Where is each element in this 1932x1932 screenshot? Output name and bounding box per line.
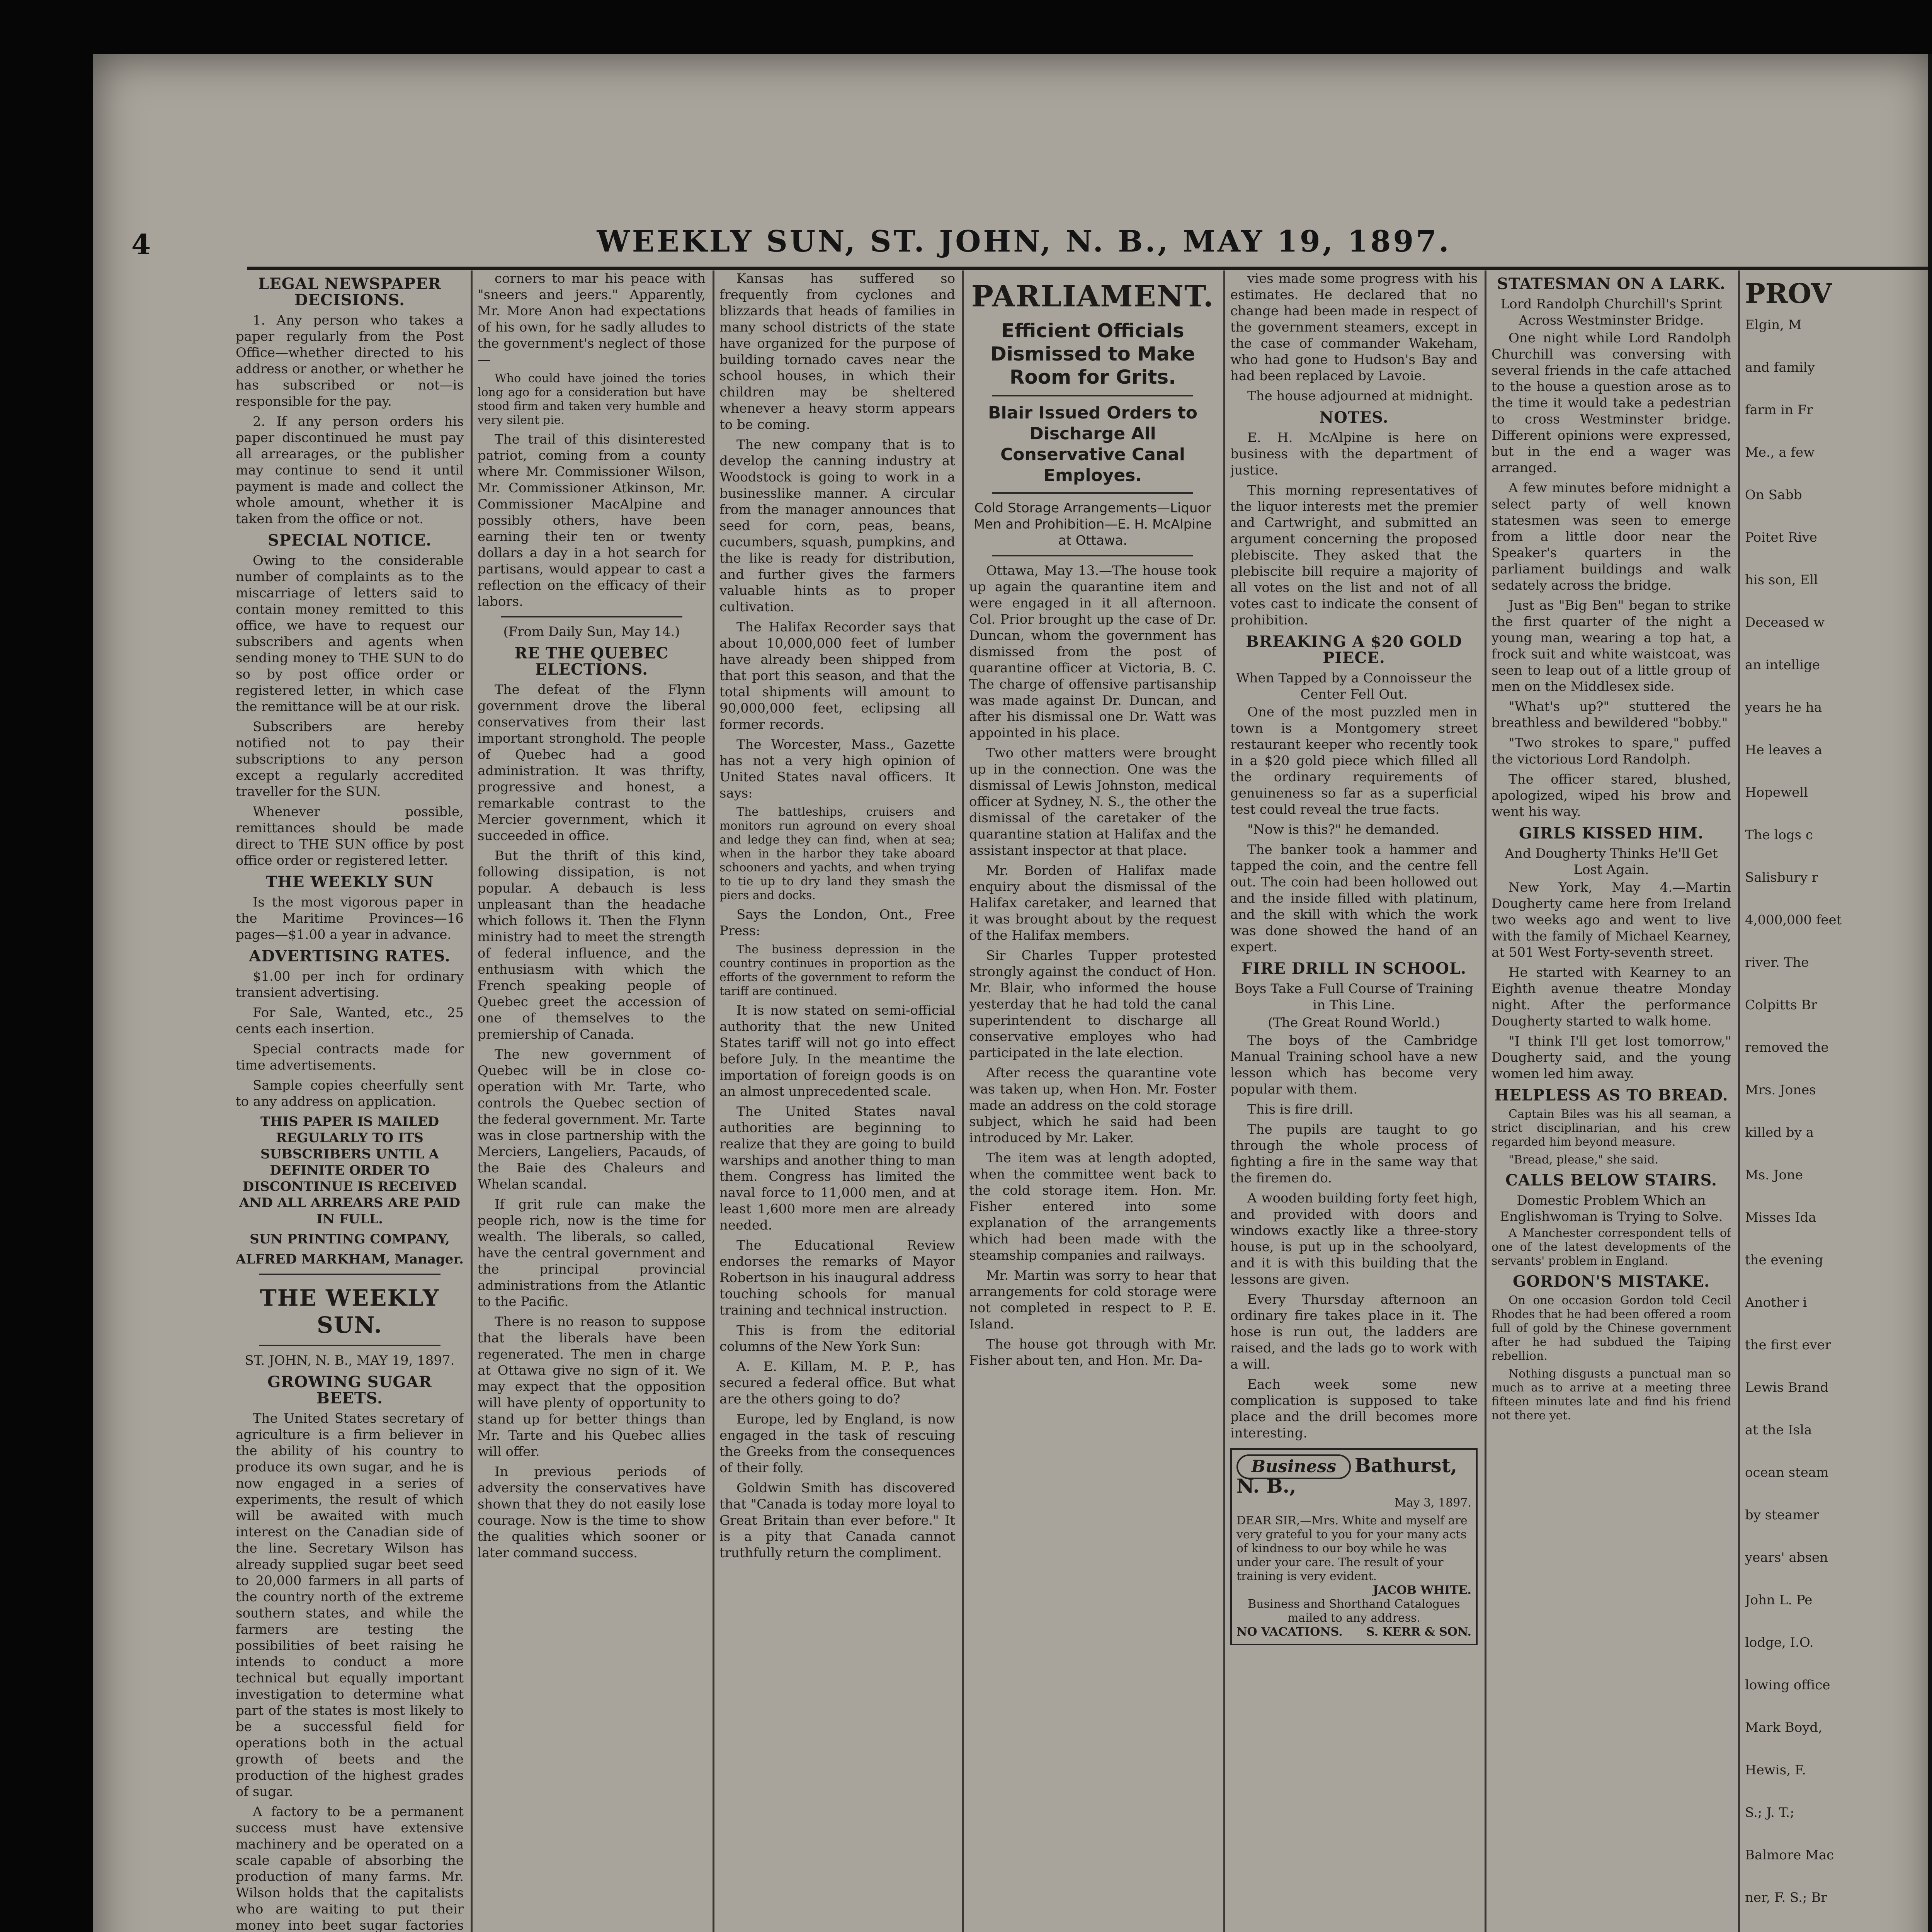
company-name: SUN PRINTING COMPANY, [250,1231,450,1247]
cutoff-line: Hewis, F. [1745,1762,1806,1778]
ad-body: DEAR SIR,—Mrs. White and myself are very grateful to you for your many acts of kindness to our boy while he was under your care. The result of your training is very evident. [1236,1514,1468,1583]
column-rule [1738,270,1740,1932]
cutoff-line: an intellige [1745,657,1820,673]
paragraph: The United States secretary of agriculture is a firm believer in the ability of his country to produce its own sugar, and he is now engaged in a series of experiments, the result of which will be awaited with much interest on the Canadian side of the line. Secretary Wilson has already supplied sugar beet seed to 20,000 farmers in all parts of the country north of the extreme southern states, and while the farmers are testing the possibilities of beet raising he intends to conduct a more technical but equally important investigation to determine what part of the states is most likely to be a successful field for operations both in the actual growth of beets and the production of the highest grades of sugar. [236,1411,464,1799]
column-rule [1223,270,1225,1932]
paragraph: He started with Kearney to an Eighth avenue theatre Monday night. After the performance Dougherty started to walk home. [1492,965,1731,1029]
divider [992,492,1193,494]
parliament-deck-3: Cold Storage Arrangements—Liquor Men and Prohibition—E. H. McAlpine at Ottawa. [973,500,1212,548]
ad-proprietor: S. KERR & SON. [1366,1625,1471,1639]
cutoff-line: On Sabb [1745,487,1802,503]
paragraph: If grit rule can make the people rich, now is the time for wealth. The liberals, so called, have the central government and the principal provincial administrations from the Atlantic to the Pacific. [478,1197,706,1310]
column-1 [236,270,464,1932]
paragraph: This morning representatives of the liquor interests met the premier and Cartwright, and submitted an argument concerning the proposed plebiscite. They asked that the plebiscite bill require a majority of all votes on the list and not of all votes cast to indicate the consent of prohibition. [1230,483,1478,628]
cutoff-line: Salisbury r [1745,870,1818,885]
paragraph: Europe, led by England, is now engaged in the task of rescuing the Greeks from the consequences of their folly. [719,1412,955,1476]
cutoff-line: 4,000,000 feet [1745,912,1842,928]
quoted-passage: The business depression in the country continues in proportion as the efforts of the government to reform the tariff are continued. [719,943,955,998]
paragraph: 2. If any person orders his paper discontinued he must pay all arrearages, or the publisher may continue to send it until payment is made and collect the whole amount, whether it is taken from the office or not. [236,414,464,527]
paragraph: Goldwin Smith has discovered that "Canada is today more loyal to Great Britain than ever before." It is a pity that Canada cannot truthfully return the compliment. [719,1480,955,1561]
manager-signature: ALFRED MARKHAM, Manager. [236,1252,464,1267]
heading-sugar-beets: GROWING SUGAR BEETS. [267,1373,432,1407]
paragraph: The boys of the Cambridge Manual Training school have a new lesson which has become very popular with them. [1230,1033,1478,1097]
subheading-calls-below: Domestic Problem Which an Englishwoman is Trying to Solve. [1500,1193,1723,1225]
column-2 [478,270,706,1932]
cutoff-line: Deceased w [1745,615,1825,630]
paragraph: A few minutes before midnight a select party of well known statesmen was seen to emerge from a little door near the Speaker's quarters in the parliament buildings and walk sedately across the bridge. [1492,480,1731,593]
cutoff-line: Elgin, M [1745,317,1802,333]
provincial-heading: PROV [1745,277,1832,310]
paragraph: Nothing disgusts a punctual man so much as to arrive at a meeting three fifteen minutes late and find his friend not there yet. [1492,1367,1731,1422]
paragraph: This is fire drill. [1247,1102,1354,1117]
quoted-passage: The battleships, cruisers and monitors run aground on every shoal and ledge they can find, when at sea; when in the harbor they take aboard schooners and yachts, and when trying to tie up to dry land they smash the piers and docks. [719,805,955,902]
paragraph: The new company that is to develop the canning industry at Woodstock is going to work in a businesslike manner. A circular from the manager announces that seed for corn, peas, beans, cucumbers, squash, pumpkins, and the like is ready for distribution, and further gives the farmers valuable hints as to proper cultivation. [719,437,955,615]
heading-gordons-mistake: GORDON'S MISTAKE. [1512,1272,1710,1291]
cutoff-line: river. The [1745,955,1809,970]
ad-date: May 3, 1897. [1394,1496,1471,1510]
quoted-passage: Who could have joined the tories long ago for a consideration but have stood firm and taken very humble and very silent pie. [478,372,706,427]
paragraph: The house adjourned at midnight. [1247,388,1473,404]
cutoff-lines [1745,317,1923,1932]
divider [992,555,1193,556]
paragraph: The defeat of the Flynn government drove the liberal conservatives from their last important stronghold. The people of Quebec had a good administration. It was thrifty, progressive and honest, a remarkable contrast to the Mercier government, which it succeeded in office. [478,682,706,844]
paragraph: The Worcester, Mass., Gazette has not a very high opinion of United States naval officers. It says: [719,737,955,801]
paragraph: A factory to be a permanent success must have extensive machinery and be operated on a scale capable of absorbing the production of many farms. Mr. Wilson holds that the capitalists who are waiting to put their money into beet sugar factories [236,1804,464,1932]
paragraph: Captain Biles was his all seaman, a strict disciplinarian, and his crew regarded him beyond measure. [1492,1107,1731,1149]
cutoff-line: Colpitts Br [1745,997,1817,1013]
paragraph: corners to mar his peace with "sneers and jeers." Apparently, Mr. More Anon had expectations of his own, for he sadly alludes to the government's neglect of those— [478,271,706,367]
paragraph: A wooden building forty feet high, and provided with doors and windows exactly like a three-story house, is put up in the schoolyard, and it is with this building that the lessons are given. [1230,1190,1478,1287]
heading-advertising-rates: ADVERTISING RATES. [249,947,451,965]
paragraph: The banker took a hammer and tapped the coin, and the centre fell out. The coin had been hollowed out and the inside filled with platinum, and the skill with which the work was done showed the hand of an expert. [1230,842,1478,955]
paragraph: In previous periods of adversity the conservatives have shown that they do not easily lose courage. Now is the time to show the qualities which sooner or later command success. [478,1464,706,1561]
ad-no-vacations: NO VACATIONS. [1236,1625,1343,1639]
heading-legal-decisions: LEGAL NEWSPAPER DECISIONS. [258,275,441,309]
cutoff-line: the first ever [1745,1337,1832,1353]
header-rule [247,267,1928,270]
heading-calls-below: CALLS BELOW STAIRS. [1505,1171,1717,1189]
divider [992,395,1193,396]
paragraph: The Educational Review endorses the remarks of Mayor Robertson in his inaugural address touching schools for manual training and technical instruction. [719,1238,955,1318]
ad-logo: Business [1236,1454,1351,1479]
paragraph: Is the most vigorous paper in the Maritime Provinces—16 pages—$1.00 a year in advance. [236,895,464,942]
cutoff-line: Mrs. Jones [1745,1082,1816,1098]
paragraph: There is no reason to suppose that the liberals have been regenerated. The men in charge at Ottawa give no sign of it. We may expect that the opposition will have plenty of opportunity to stand up for better things than Mr. Tarte and his Quebec allies will offer. [478,1314,706,1459]
parliament-deck-2: Blair Issued Orders to Discharge All Conservative Canal Employes. [988,403,1198,485]
column-6 [1492,270,1731,1932]
cutoff-line: years' absen [1745,1550,1828,1565]
cutoff-line: Another i [1745,1295,1807,1310]
heading-gold-piece: BREAKING A $20 GOLD PIECE. [1246,633,1462,667]
cutoff-line: He leaves a [1745,742,1822,758]
parliament-deck-1: Efficient Officials Dismissed to Make Room for Grits. [990,320,1195,388]
cutoff-line: farm in Fr [1745,402,1813,418]
cutoff-line: the evening [1745,1252,1823,1268]
cutoff-line: Balmore Mac [1745,1847,1834,1863]
divider [501,616,682,617]
cutoff-line: by steamer [1745,1507,1819,1523]
heading-quebec-elections: RE THE QUEBEC ELECTIONS. [514,644,669,679]
paragraph: The new government of Quebec will be in close co-operation with Mr. Tarte, who controls the Quebec section of the federal government. Mr. Tarte was in close partnership with the Merciers, Langeliers, Pacauds, of the Baie des Chaleurs and Whelan scandal. [478,1047,706,1192]
mailing-notice: THIS PAPER IS MAILED REGULARLY TO ITS SUBSCRIBERS UNTIL A DEFINITE ORDER TO DISCONTINUE IS RECEIVED AND ALL ARREARS ARE PAID IN FULL. [239,1114,460,1227]
cutoff-line: The logs c [1745,827,1813,843]
paragraph: A Manchester correspondent tells of one of the latest developments of the servants' problem in England. [1492,1226,1731,1268]
paragraph: One of the most puzzled men in town is a Montgomery street restaurant keeper who recently took in a $20 gold piece which filled all the ordinary requirements of genuineness so far as a superficial test could reveal the true facts. [1230,704,1478,817]
source-credit: (The Great Round World.) [1268,1015,1440,1031]
paragraph: $1.00 per inch for ordinary transient advertising. [236,969,464,1000]
column-rule [471,270,473,1932]
parliament-headline: PARLIAMENT. [971,279,1214,313]
cutoff-line: lodge, I.O. [1745,1635,1814,1650]
paragraph: The item was at length adopted, when the committee went back to the cold storage item. Hon. Mr. Fisher entered into some explanation of the arrangements which had been made with the steamship companies and railways. [969,1150,1216,1263]
divider [259,1274,440,1275]
column-7-cutoff [1745,270,1923,1932]
paragraph: But the thrift of this kind, following dissipation, is not popular. A debauch is less unpleasant than the headache which follows it. Then the Flynn ministry had to meet the strength of federal influence, and the enthusiasm with which the French speaking people of Quebec greet the accession of one of themselves to the premiership of Canada. [478,848,706,1042]
cutoff-line: lowing office [1745,1677,1830,1693]
column-4 [969,270,1216,1932]
paragraph: Every Thursday afternoon an ordinary fire takes place in it. The hose is run out, the ladders are raised, and the lads go to work with a will. [1230,1292,1478,1372]
cutoff-line: at the Isla [1745,1422,1812,1438]
cutoff-line: ocean steam [1745,1465,1829,1480]
paragraph: "Two strokes to spare," puffed the victorious Lord Randolph. [1492,735,1731,767]
column-5 [1230,270,1478,1932]
heading-girls-kissed: GIRLS KISSED HIM. [1519,824,1704,842]
paragraph: 1. Any person who takes a paper regularly from the Post Office—whether directed to his address or another, or whether he has subscribed or not—is responsible for the pay. [236,313,464,409]
dateline: ST. JOHN, N. B., MAY 19, 1897. [245,1353,455,1368]
source-credit: (From Daily Sun, May 14.) [503,624,680,639]
paragraph: After recess the quarantine vote was taken up, when Hon. Mr. Foster made an address on the cold storage subject, which he said had been introduced by Mr. Laker. [969,1065,1216,1146]
cutoff-line: Poitet Rive [1745,530,1817,545]
paragraph: The United States naval authorities are beginning to realize that they are going to build warships and another thing to man them. Congress has limited the naval force to 11,000 men, and at least 1,600 more men are already needed. [719,1104,955,1233]
paragraph: "What's up?" stuttered the breathless and bewildered "bobby." [1492,699,1731,731]
page-header [116,216,1932,263]
paragraph: Sir Charles Tupper protested strongly against the conduct of Hon. Mr. Blair, who informed the house yesterday that he had told the canal superintendent to discharge all conservative employes who had participated in the late election. [969,948,1216,1061]
paragraph: vies made some progress with his estimates. He declared that no change had been made in respect of the government steamers, except in the case of commander Wakeham, who had gone to Hudson's Bay and had been replaced by Lavoie. [1230,271,1478,384]
paragraph: Ottawa, May 13.—The house took up again the quarantine item and were engaged in it all afternoon. Col. Prior brought up the case of Dr. Duncan, whom the government has dismissed from the post of quarantine officer at Victoria, B. C. The charge of offensive partisanship was made against Dr. Duncan, and after his dismissal one Dr. Watt was appointed in his place. [969,563,1216,741]
paragraph: A. E. Killam, M. P. P., has secured a federal office. But what are the others going to do? [719,1359,955,1407]
paragraph: Owing to the considerable number of complaints as to the miscarriage of letters said to contain money remitted to this office, we have to request our subscribers and agents when sending money to THE SUN to do so by post office order or registered letter, in which case the remittance will be at our risk. [236,553,464,714]
paragraph: Sample copies cheerfully sent to any address on application. [236,1078,464,1109]
paragraph: On one occasion Gordon told Cecil Rhodes that he had been offered a room full of gold by the Chinese government after he had subdued the Taiping rebellion. [1492,1294,1731,1363]
ad-place: Bathurst, N. B., [1236,1454,1458,1497]
column-rule [1485,270,1486,1932]
paragraph: One night while Lord Randolph Churchill was conversing with several friends in the cafe attached to the house a question arose as to the time it would take a pedestrian to cross Westminster bridge. Different opinions were expressed, but in the end a wager was arranged. [1492,330,1731,476]
paragraph: New York, May 4.—Martin Dougherty came here from Ireland two weeks ago and went to live with the family of Michael Kearney, at 501 West Forty-seventh street. [1492,880,1731,960]
cutoff-line: killed by a [1745,1125,1814,1140]
subheading-fire-drill: Boys Take a Full Course of Training in This Line. [1235,981,1473,1013]
subheading-girls-kissed: And Dougherty Thinks He'll Get Lost Again. [1505,846,1718,878]
heading-statesman: STATESMAN ON A LARK. [1497,275,1726,293]
subheading-statesman: Lord Randolph Churchill's Sprint Across Westminster Bridge. [1500,296,1722,328]
paragraph: The trail of this disinterested patriot, coming from a county where Mr. Commissioner Wilson, Mr. Commissioner Atkinson, Mr. Commissioner MacAlpine and possibly others, have been earning their ten or twenty dollars a day in a hot search for partisans, would appear to cast a reflection on the efficacy of their labors. [478,432,706,609]
paper-title: THE WEEKLY SUN. [260,1285,440,1338]
paragraph: Mr. Borden of Halifax made enquiry about the dismissal of the Halifax caretaker, and learned that it was brought about by the request of the Halifax members. [969,863,1216,943]
paragraph: Two other matters were brought up in the connection. One was the dismissal of Lewis Johnston, medical officer at Sydney, N. S., the other the dismissal of the caretaker of the quarantine station at Halifax and the assistant inspector at that place. [969,745,1216,858]
paragraph: This is from the editorial columns of the New York Sun: [719,1323,955,1354]
cutoff-line: and family [1745,360,1815,375]
page-number: 4 [131,228,151,261]
cutoff-line: Ms. Jone [1745,1167,1803,1183]
cutoff-line: ner, F. S.; Br [1745,1890,1827,1905]
ad-footer: Business and Shorthand Catalogues mailed to any address. [1248,1597,1460,1625]
heading-notes: NOTES. [1319,408,1389,427]
cutoff-line: Misses Ida [1745,1210,1816,1225]
paragraph: "Now is this?" he demanded. [1247,822,1440,837]
column-rule [962,270,964,1932]
paragraph: Kansas has suffered so frequently from cyclones and blizzards that heads of families in many school districts of the state have organized for the purpose of building tornado caves near the school houses, in which their children may be sheltered whenever a heavy storm appears to be coming. [719,271,955,432]
paragraph: The Halifax Recorder says that about 10,000,000 feet of lumber have already been shipped from that port this season, and that the total shipments will amount to 90,000,000 feet, eclipsing all former records. [719,619,955,732]
cutoff-line: years he ha [1745,700,1822,715]
column-3 [719,270,955,1932]
paragraph: Special contracts made for time advertisements. [236,1041,464,1073]
paragraph: Each week some new complication is supposed to take place and the drill becomes more interesting. [1230,1377,1478,1441]
cutoff-line: removed the [1745,1040,1829,1055]
paragraph: "I think I'll get lost tomorrow," Dougherty said, and the young women led him away. [1492,1034,1731,1082]
cutoff-line: his son, Ell [1745,572,1818,588]
cutoff-line: Me., a few [1745,445,1815,460]
paragraph: Says the London, Ont., Free Press: [719,907,955,939]
cutoff-line: Lewis Brand [1745,1380,1829,1395]
paragraph: For Sale, Wanted, etc., 25 cents each insertion. [236,1005,464,1037]
paragraph: The officer stared, blushed, apologized, wiped his brow and went his way. [1492,772,1731,820]
heading-fire-drill: FIRE DRILL IN SCHOOL. [1241,959,1467,978]
paragraph: Subscribers are hereby notified not to pay their subscriptions to any person except a regularly accredited traveller for the SUN. [236,719,464,799]
cutoff-line: Mark Boyd, [1745,1720,1822,1735]
paragraph: "Bread, please," she said. [1509,1153,1659,1167]
paragraph: Just as "Big Ben" began to strike the first quarter of the night a young man, wearing a top hat, a frock suit and white waistcoat, was seen to leap out of a little group of men on the Middlesex side. [1492,598,1731,694]
business-college-ad [1230,1448,1478,1645]
paragraph: Whenever possible, remittances should be made direct to THE SUN office by post office order or registered letter. [236,804,464,868]
column-rule [713,270,714,1932]
heading-helpless-bread: HELPLESS AS TO BREAD. [1494,1086,1728,1104]
heading-weekly-sun: THE WEEKLY SUN [265,873,434,891]
cutoff-line: S.; J. T.; [1745,1805,1794,1820]
masthead: WEEKLY SUN, ST. JOHN, N. B., MAY 19, 1897. [597,224,1451,259]
paragraph: The pupils are taught to go through the whole process of fighting a fire in the same way that the firemen do. [1230,1122,1478,1186]
paragraph: The house got through with Mr. Fisher about ten, and Hon. Mr. Da- [969,1337,1216,1368]
paragraph: Mr. Martin was sorry to hear that arrangements for cold storage were not completed in respect to P. E. Island. [969,1268,1216,1332]
paragraph: E. H. McAlpine is here on business with the department of justice. [1230,430,1478,478]
subheading-gold-piece: When Tapped by a Connoisseur the Center Fell Out. [1236,670,1472,702]
ad-signature: JACOB WHITE. [1373,1583,1471,1597]
page-gutter [1928,54,1932,1932]
cutoff-line: Hopewell [1745,785,1808,800]
cutoff-line: John L. Pe [1745,1592,1813,1608]
paragraph: It is now stated on semi-official authority that the new United States tariff will not go into effect before July. In the meantime the importation of foreign goods is on an almost unprecedented scale. [719,1003,955,1099]
heading-special-notice: SPECIAL NOTICE. [267,531,432,549]
divider [259,1345,440,1346]
